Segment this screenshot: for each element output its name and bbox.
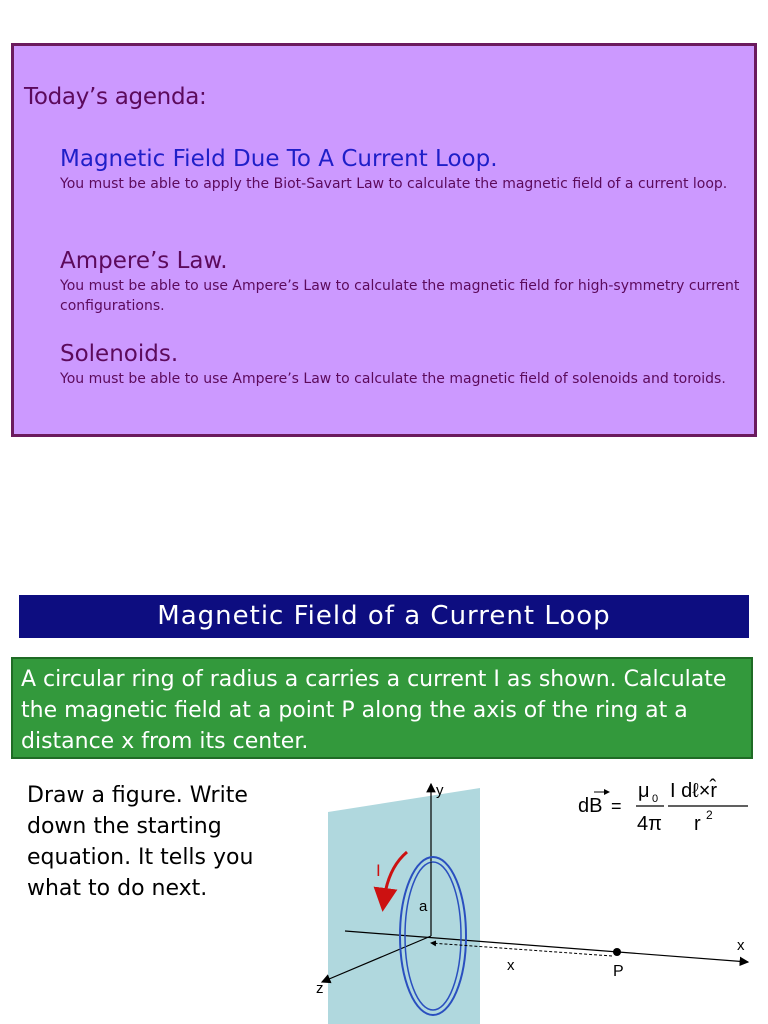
- point-p-label: P: [613, 963, 624, 980]
- y-axis-label: y: [436, 782, 444, 799]
- current-loop-diagram: [0, 760, 768, 1024]
- agenda-box: [11, 43, 757, 437]
- agenda-heading: Today’s agenda:: [24, 84, 207, 110]
- distance-label: x: [507, 957, 515, 974]
- eq-four-pi: 4π: [637, 813, 662, 835]
- eq-numerator: I dℓ×r̂: [670, 780, 718, 802]
- problem-statement: A circular ring of radius a carries a current I as shown. Calculate the magnetic field at a point P along the axis of the ring at a distance x from its center.: [11, 657, 753, 759]
- current-label: I: [376, 861, 381, 880]
- topic-description: You must be able to apply the Biot-Savart Law to calculate the magnetic field of a current loop.: [60, 176, 728, 192]
- slide-title: Magnetic Field of a Current Loop: [19, 595, 749, 638]
- biot-savart-equation: [578, 778, 748, 835]
- eq-denominator: r: [694, 813, 701, 835]
- z-axis-label: z: [316, 980, 324, 997]
- agenda-topic: [60, 247, 740, 316]
- eq-mu-sub: 0: [652, 793, 659, 805]
- agenda-topic: [60, 340, 740, 389]
- topic-description: You must be able to use Ampere’s Law to calculate the magnetic field of solenoids and toroids.: [60, 371, 726, 387]
- eq-denominator-sup: 2: [706, 808, 713, 822]
- eq-equals: =: [611, 796, 622, 816]
- eq-mu: μ: [638, 780, 650, 802]
- topic-title: Magnetic Field Due To A Current Loop.: [60, 146, 498, 172]
- topic-description: You must be able to use Ampere’s Law to calculate the magnetic field for high-symmetry current configurations.: [60, 278, 740, 314]
- topic-title: Ampere’s Law.: [60, 248, 228, 274]
- radius-label: a: [419, 898, 428, 915]
- x-axis-label: x: [737, 937, 745, 954]
- instructions-rest: Write down the starting equation. It tells you what to do next.: [27, 783, 254, 901]
- agenda-topic: [60, 145, 740, 194]
- point-p: [613, 948, 621, 956]
- instructions-bold: Draw a figure.: [27, 783, 183, 808]
- eq-lhs: dB: [578, 795, 603, 817]
- topic-title: Solenoids.: [60, 341, 179, 367]
